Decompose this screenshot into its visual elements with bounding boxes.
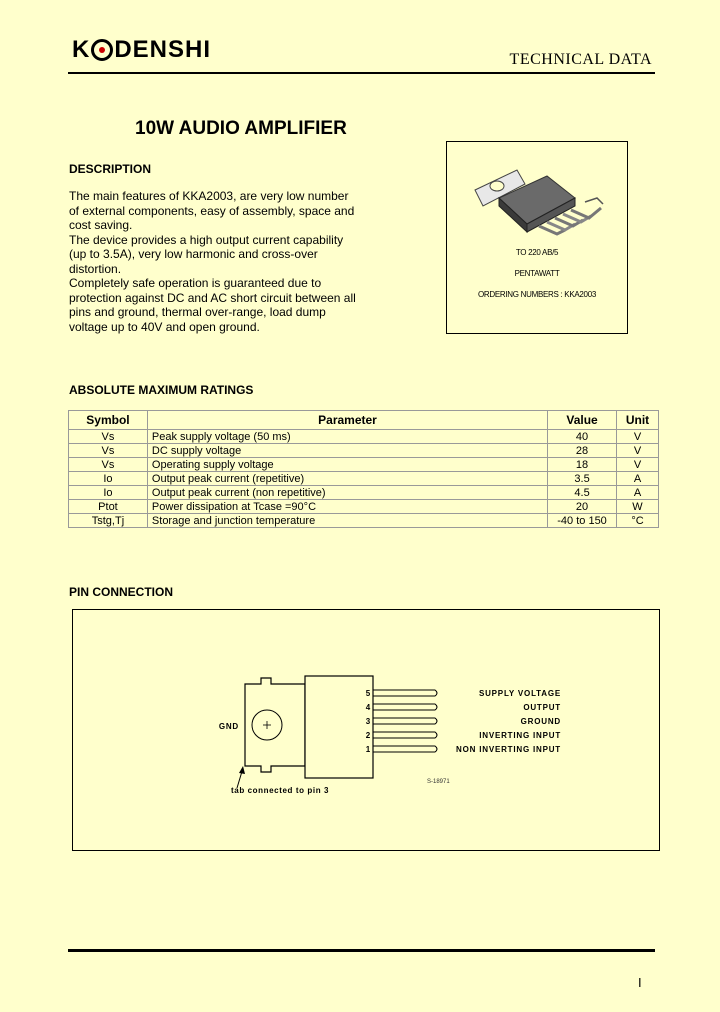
pin-diagram [73,610,659,850]
logo-text-k: K [72,36,91,63]
table-row [69,472,659,486]
ratings-heading: ABSOLUTE MAXIMUM RATINGS [69,383,254,397]
package-body [305,676,373,778]
parameter-cell: DC supply voltage [147,444,547,458]
parameter-cell: Output peak current (repetitive) [147,472,547,486]
pin-lead [373,690,437,696]
description-paragraph: Completely safe operation is guaranteed due to protection against DC and AC short circuit between all pins and ground, thermal over-range, load dump voltage up to 40V and open ground. [69,276,356,334]
table-row [69,430,659,444]
page-number: I [638,975,642,990]
description-body [69,189,359,334]
symbol-cell: Vs [69,444,148,458]
value-cell: 4.5 [548,486,617,500]
symbol-cell: Io [69,472,148,486]
package-name: PENTAWATT [514,269,560,278]
pin-number: 4 [365,703,371,712]
header-divider [68,72,655,74]
pin-name: SUPPLY VOLTAGE [478,689,561,698]
logo-o-icon [91,39,113,61]
pin-number: 2 [365,731,371,740]
description-paragraph: The main features of KKA2003, are very low number of external components, easy of assembly, space and cost saving. [69,189,355,232]
table-row [69,514,659,528]
pin-connection-heading: PIN CONNECTION [69,585,174,599]
figure-code: S-18971 [427,779,450,785]
tab-note: tab connected to pin 3 [231,786,330,795]
package-box [446,141,628,334]
value-cell: 40 [548,430,617,444]
unit-cell: °C [617,514,659,528]
value-cell: 18 [548,458,617,472]
pin-name: GROUND [520,717,561,726]
symbol-cell: Ptot [69,500,148,514]
technical-data-label: TECHNICAL DATA [509,51,652,68]
gnd-label: GND [218,722,239,731]
unit-cell: V [617,444,659,458]
parameter-cell: Operating supply voltage [147,458,547,472]
tab-outline [245,678,305,772]
pin-lead [373,746,437,752]
parameter-cell: Output peak current (non repetitive) [147,486,547,500]
table-row [69,500,659,514]
unit-cell: V [617,430,659,444]
unit-cell: A [617,472,659,486]
unit-cell: W [617,500,659,514]
symbol-cell: Vs [69,458,148,472]
value-cell: 28 [548,444,617,458]
parameter-cell: Power dissipation at Tcase =90°C [147,500,547,514]
unit-cell: V [617,458,659,472]
pin-name: NON INVERTING INPUT [456,745,561,754]
company-logo [72,36,211,64]
unit-cell: A [617,486,659,500]
description-heading: DESCRIPTION [69,162,152,176]
value-cell: -40 to 150 [548,514,617,528]
page-title: 10W AUDIO AMPLIFIER [135,118,347,139]
ratings-table [68,410,659,528]
value-cell: 20 [548,500,617,514]
pin-number: 5 [365,689,371,698]
package-type: TO 220 AB/5 [515,248,559,257]
table-header-row [69,411,659,430]
pin-number: 1 [365,745,371,754]
pin-name: OUTPUT [523,703,561,712]
column-header: Value [548,411,617,430]
column-header: Symbol [69,411,148,430]
column-header: Parameter [147,411,547,430]
parameter-cell: Storage and junction temperature [147,514,547,528]
column-header: Unit [617,411,659,430]
symbol-cell: Vs [69,430,148,444]
symbol-cell: Io [69,486,148,500]
value-cell: 3.5 [548,472,617,486]
pin-number: 3 [365,717,371,726]
pin-name: INVERTING INPUT [479,731,561,740]
pin-lead [373,718,437,724]
pin-lead [373,732,437,738]
symbol-cell: Tstg,Tj [69,514,148,528]
footer-divider [68,949,655,952]
pin-lead [373,704,437,710]
logo-text-rest: DENSHI [114,36,212,63]
parameter-cell: Peak supply voltage (50 ms) [147,430,547,444]
table-row [69,444,659,458]
package-image [447,142,627,237]
ordering-numbers: ORDERING NUMBERS : KKA2003 [477,290,596,299]
pin-connection-box [72,609,660,851]
table-row [69,486,659,500]
table-row [69,458,659,472]
description-paragraph: The device provides a high output current capability (up to 3.5A), very low harmonic and cross-over distortion. [69,232,344,276]
